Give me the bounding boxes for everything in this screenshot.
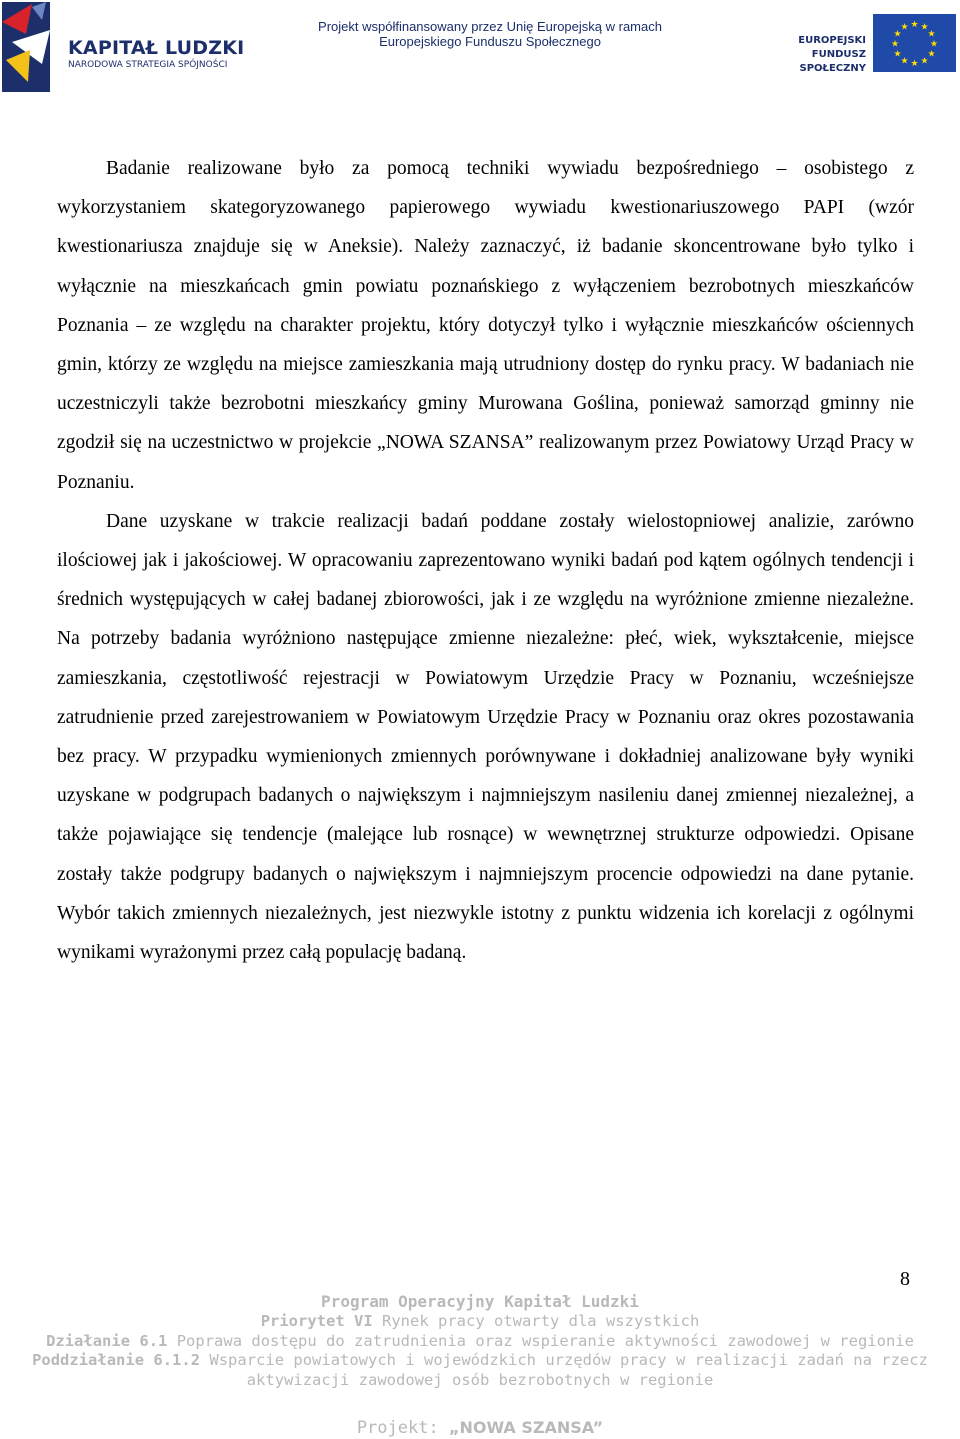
svg-text:★: ★	[893, 29, 902, 40]
eu-flag-icon	[873, 14, 956, 72]
cofinancing-line-2: Europejskiego Funduszu Społecznego	[379, 34, 601, 49]
svg-text:★: ★	[920, 22, 929, 33]
footer-project-name: „NOWA SZANSA”	[448, 1418, 604, 1437]
svg-text:★: ★	[900, 56, 909, 67]
kapital-ludzki-emblem-icon	[2, 2, 64, 92]
footer-priority-label: Priorytet VI	[260, 1312, 373, 1330]
svg-text:★: ★	[910, 59, 919, 69]
body-paragraph-2: Dane uzyskane w trakcie realizacji badań poddane zostały wielostopniowej analizie, zarówno ilościowej jak i jakościowej. W opracowaniu zaprezentowano wyniki badań pod kątem ogólnych tendencji i średnich występujących w całej badanej zbiorowości, jak i ze względu na wyróżnione zmienne niezależne. Na potrzeby badania wyróżniono następujące zmienne niezależne: płeć, wiek, wykształcenie, miejsce zamieszkania, częstotliwość rejestracji w Powiatowym Urzędzie Pracy w Poznaniu, wcześniejsze zatrudnienie przed zarejestrowaniem w Powiatowym Urzędzie Pracy w Poznaniu oraz okres pozostawania bez pracy. W przypadku wymienionych zmiennych porównywane i dokładniej analizowane były wyniki uzyskane w podgrupach badanych o największym i najmniejszym nasileniu danej zmiennej niezależnej, a także pojawiające się tendencje (malejące lub rosnące) w wewnętrznej strukturze odpowiedzi. Opisane zostały także podgrupy badanych o największym i najmniejszym procencie odpowiedzi na dane pytanie. Wybór takich zmiennych niezależnych, jest niezwykle istotny z punktu widzenia ich korelacji z ogólnymi wynikami wyrażonymi przez całą populację badaną.	[57, 510, 914, 964]
footer-program: Program Operacyjny Kapitał Ludzki	[321, 1292, 639, 1311]
kapital-ludzki-logo	[2, 2, 254, 92]
page-header	[0, 0, 960, 95]
footer-priority	[0, 1312, 960, 1332]
body-paragraph-1: Badanie realizowane było za pomocą techniki wywiadu bezpośredniego – osobistego z wykorzystaniem skategoryzowanego papierowego wywiadu kwestionariuszowego PAPI (wzór kwestionariusza znajduje się w Aneksie). Należy zaznaczyć, iż badanie skoncentrowane było tylko i wyłącznie na mieszkańcach gmin powiatu poznańskiego z wyłączeniem bezrobotnych mieszkańców Poznania – ze względu na charakter projektu, który dotyczył tylko i wyłącznie mieszkańców ościennych gmin, którzy ze względu na miejsce zamieszkania mają utrudniony dostęp do rynku pracy. W badaniach nie uczestniczyli także bezrobotni mieszkańcy gminy Murowana Goślina, ponieważ samorząd gminny nie zgodził się na uczestnictwo w projekcie „NOWA SZANSA” realizowanym przez Powiatowy Urząd Pracy w Poznaniu.	[57, 158, 914, 493]
footer-action	[0, 1332, 960, 1352]
efs-line-1: EUROPEJSKI	[798, 35, 866, 46]
svg-text:★: ★	[929, 39, 939, 50]
efs-logo-text	[742, 34, 866, 76]
cofinancing-line-1: Projekt współfinansowany przez Unię Europejską w ramach	[318, 19, 662, 34]
svg-text:★: ★	[910, 20, 919, 30]
footer-subaction-label: Poddziałanie 6.1.2	[32, 1351, 201, 1369]
svg-text:★: ★	[927, 29, 936, 40]
footer-subaction-text: Wsparcie powiatowych i wojewódzkich urzędów pracy w realizacji zadań na rzecz	[200, 1351, 928, 1369]
document-body	[57, 149, 914, 972]
footer-action-label: Działanie 6.1	[46, 1332, 168, 1350]
logo-title: KAPITAŁ LUDZKI	[68, 37, 245, 59]
svg-text:★: ★	[890, 39, 900, 50]
footer-priority-text: Rynek pracy otwarty dla wszystkich	[372, 1312, 700, 1330]
cofinancing-note	[300, 19, 680, 49]
svg-text:★: ★	[920, 56, 929, 67]
footer-project	[0, 1418, 960, 1439]
efs-line-2: FUNDUSZ SPOŁECZNY	[799, 49, 866, 74]
svg-text:★: ★	[893, 49, 902, 60]
footer-project-label: Projekt:	[356, 1418, 449, 1438]
logo-subtitle: NARODOWA STRATEGIA SPÓJNOŚCI	[68, 60, 228, 70]
footer-action-text: Poprawa dostępu do zatrudnienia oraz wspieranie aktywności zawodowej w regionie	[167, 1332, 914, 1350]
page-number: 8	[900, 1268, 910, 1290]
footer-subaction	[0, 1351, 960, 1371]
svg-text:★: ★	[900, 22, 909, 33]
svg-text:★: ★	[927, 49, 936, 60]
footer-subaction-continued: aktywizacji zawodowej osób bezrobotnych w regionie	[246, 1371, 714, 1389]
